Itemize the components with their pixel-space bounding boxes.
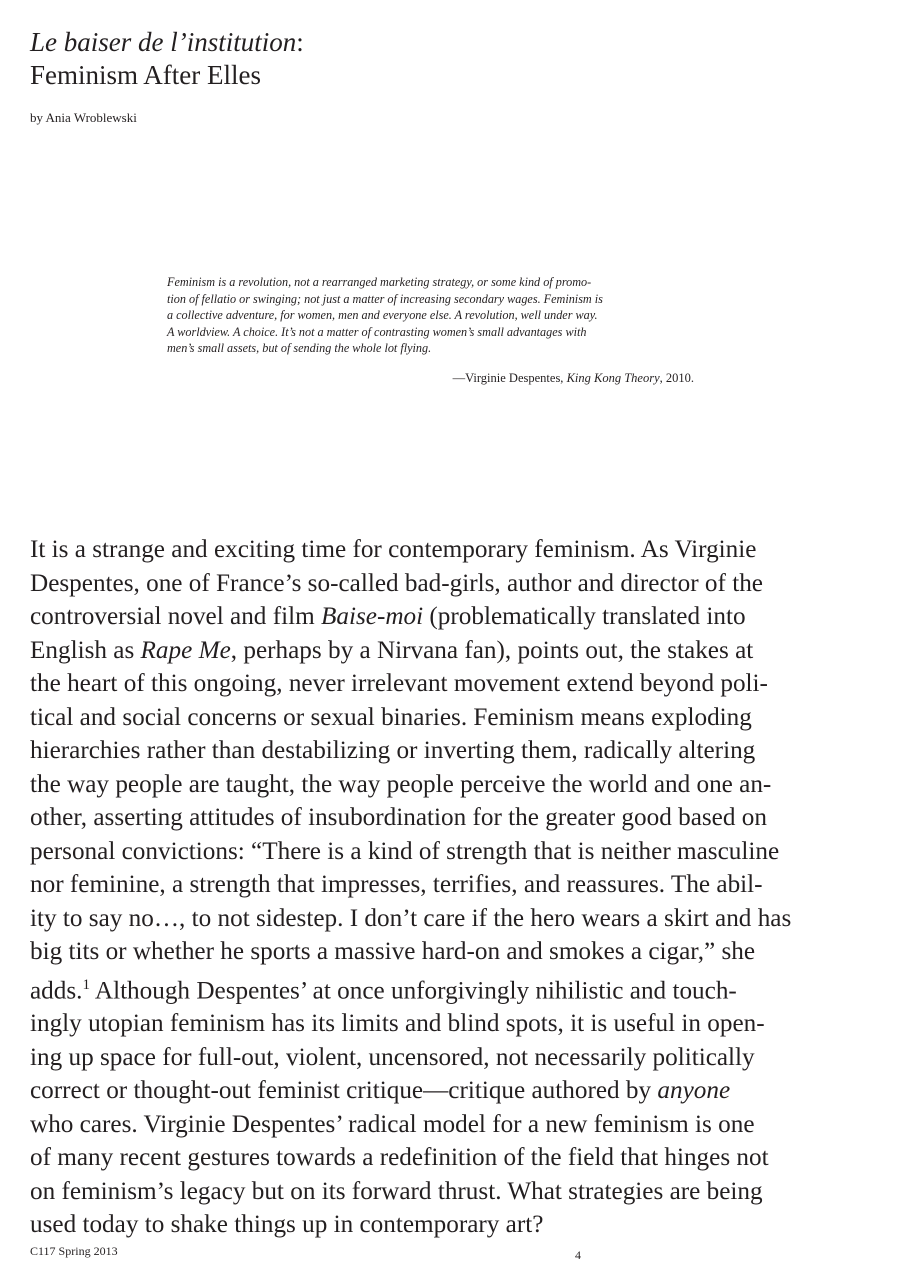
body-line: adds.$^1$ Although Despentes’ at once unforgivingly nihilistic and touch-	[30, 976, 737, 1004]
body-line: English as Rape Me, perhaps by a Nirvana fan), points out, the stakes at	[30, 636, 754, 664]
epigraph	[167, 274, 677, 357]
body-line: other, asserting attitudes of insubordination for the greater good based on	[30, 804, 767, 831]
epigraph-line: men’s small assets, but of sending the whole lot flying.	[167, 341, 432, 356]
epigraph-line: a collective adventure, for women, men and everyone else. A revolution, well under way.	[167, 308, 598, 323]
body-line: personal convictions: “There is a kind of strength that is neither masculine	[30, 837, 780, 865]
italic-title-baise-moi: Baise-moi	[320, 603, 424, 630]
body-line: controversial novel and film Baise-moi (problematically translated into	[30, 603, 746, 630]
body-line: correct or thought-out feminist critique—critique authored by anyone	[30, 1077, 731, 1105]
italic-emphasis-anyone: anyone	[657, 1077, 731, 1105]
page-number: 4	[575, 1248, 581, 1262]
attribution-year: , 2010.	[659, 371, 694, 385]
body-line: Despentes, one of France’s so-called bad-girls, author and director of the	[30, 569, 763, 597]
body-line: ingly utopian feminism has its limits and blind spots, it is useful in open-	[30, 1010, 765, 1038]
body-line: ity to say no…, to not sidestep. I don’t care if the hero wears a skirt and has	[30, 904, 792, 932]
attribution-work: King Kong Theory	[566, 371, 660, 385]
article-title	[30, 26, 304, 92]
body-line: It is a strange and exciting time for contemporary feminism. As Virginie	[30, 536, 757, 563]
body-line: tical and social concerns or sexual binaries. Feminism means exploding	[30, 703, 752, 731]
body-line: the way people are taught, the way people perceive the world and one an-	[30, 770, 772, 798]
body-line: who cares. Virginie Despentes’ radical model for a new feminism is one	[30, 1110, 755, 1138]
body-line: used today to shake things up in contemporary art?	[30, 1211, 544, 1239]
epigraph-attribution	[453, 371, 694, 386]
epigraph-line: A worldview. A choice. It’s not a matter of contrasting women’s small advantages with	[167, 324, 587, 339]
body-line: of many recent gestures towards a redefinition of the field that hinges not	[30, 1144, 769, 1172]
epigraph-line: tion of fellatio or swinging; not just a matter of increasing secondary wages. Feminism is	[167, 291, 603, 306]
footer-issue: C117 Spring 2013	[30, 1244, 118, 1258]
body-line: the heart of this ongoing, never irrelevant movement extend beyond poli-	[30, 670, 768, 697]
body-line: nor feminine, a strength that impresses, terrifies, and reassures. The abil-	[30, 871, 763, 898]
italic-title-rape-me: Rape Me	[140, 636, 231, 664]
body-line: on feminism’s legacy but on its forward thrust. What strategies are being	[30, 1177, 763, 1205]
title-italic: Le baiser de l’institution	[30, 27, 297, 57]
byline: by Ania Wroblewski	[30, 110, 137, 125]
attribution-author: —Virginie Despentes,	[452, 371, 567, 385]
title-colon: :	[296, 27, 304, 57]
body-paragraph	[30, 533, 833, 1242]
article-subtitle: Feminism After Elles	[30, 60, 261, 90]
body-line: big tits or whether he sports a massive hard-on and smokes a cigar,” she	[30, 938, 756, 965]
body-line: hierarchies rather than destabilizing or inverting them, radically altering	[30, 737, 756, 764]
epigraph-line: Feminism is a revolution, not a rearranged marketing strategy, or some kind of promo-	[167, 275, 592, 289]
footnote-marker[interactable]: 1	[82, 976, 90, 993]
body-line: ing up space for full-out, violent, uncensored, not necessarily politically	[30, 1043, 755, 1071]
